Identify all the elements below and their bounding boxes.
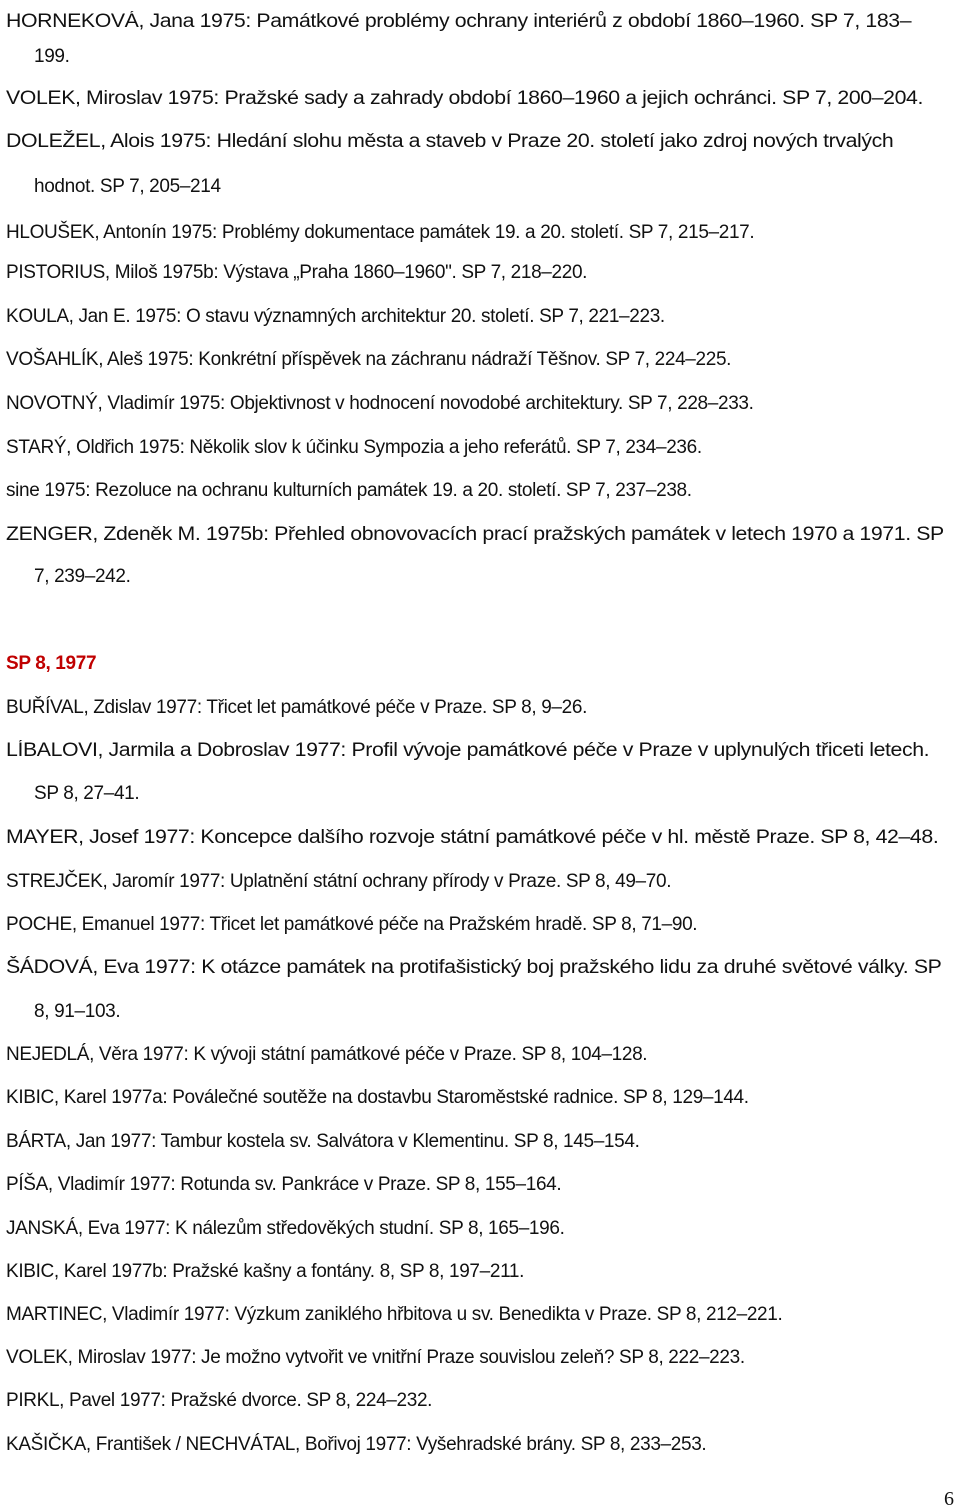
- bibliography-entry-line: hodnot. SP 7, 205–214: [34, 176, 221, 197]
- section-heading: SP 8, 1977: [6, 653, 97, 674]
- bibliography-entry-line: SP 8, 27–41.: [34, 783, 140, 804]
- bibliography-entry-line: 8, 91–103.: [34, 1001, 121, 1022]
- bibliography-entry-line: 199.: [34, 46, 70, 67]
- bibliography-entry-line: KIBIC, Karel 1977b: Pražské kašny a fontány. 8, SP 8, 197–211.: [6, 1261, 525, 1282]
- bibliography-entry-line: KOULA, Jan E. 1975: O stavu významných architektur 20. století. SP 7, 221–223.: [6, 306, 665, 327]
- bibliography-entry-line: BUŘÍVAL, Zdislav 1977: Třicet let památkové péče v Praze. SP 8, 9–26.: [6, 697, 587, 718]
- bibliography-entry-line: HLOUŠEK, Antonín 1975: Problémy dokumentace památek 19. a 20. století. SP 7, 215–217.: [6, 222, 755, 243]
- bibliography-entry-line: DOLEŽEL, Alois 1975: Hledání slohu města a staveb v Praze 20. století jako zdroj nových trvalých: [6, 131, 894, 152]
- bibliography-entry-line: NEJEDLÁ, Věra 1977: K vývoji státní památkové péče v Praze. SP 8, 104–128.: [6, 1044, 648, 1065]
- bibliography-entry-line: HORNEKOVÁ, Jana 1975: Památkové problémy ochrany interiérů z období 1860–1960. SP 7, 183–: [6, 11, 912, 32]
- bibliography-entry-line: STREJČEK, Jaromír 1977: Uplatnění státní ochrany přírody v Praze. SP 8, 49–70.: [6, 871, 672, 892]
- bibliography-entry-line: VOLEK, Miroslav 1975: Pražské sady a zahrady období 1860–1960 a jejich ochránci. SP 7, 200–204.: [6, 88, 924, 109]
- bibliography-entry-line: POCHE, Emanuel 1977: Třicet let památkové péče na Pražském hradě. SP 8, 71–90.: [6, 914, 698, 935]
- bibliography-entry-line: PIRKL, Pavel 1977: Pražské dvorce. SP 8, 224–232.: [6, 1390, 433, 1411]
- bibliography-entry-line: BÁRTA, Jan 1977: Tambur kostela sv. Salvátora v Klementinu. SP 8, 145–154.: [6, 1131, 640, 1152]
- bibliography-entry-line: KIBIC, Karel 1977a: Poválečné soutěže na dostavbu Staroměstské radnice. SP 8, 129–144.: [6, 1087, 749, 1108]
- bibliography-entry-line: ZENGER, Zdeněk M. 1975b: Přehled obnovovacích prací pražských památek v letech 1970 a 1971. SP: [6, 524, 944, 545]
- bibliography-entry-line: NOVOTNÝ, Vladimír 1975: Objektivnost v hodnocení novodobé architektury. SP 7, 228–233.: [6, 393, 754, 414]
- bibliography-entry-line: LÍBALOVI, Jarmila a Dobroslav 1977: Profil vývoje památkové péče v Praze v uplynulých třiceti letech.: [6, 740, 930, 761]
- bibliography-entry-line: ŠÁDOVÁ, Eva 1977: K otázce památek na protifašistický boj pražského lidu za druhé světové války. SP: [6, 957, 942, 978]
- bibliography-entry-line: sine 1975: Rezoluce na ochranu kulturních památek 19. a 20. století. SP 7, 237–238.: [6, 480, 692, 501]
- bibliography-entry-line: VOŠAHLÍK, Aleš 1975: Konkrétní příspěvek na záchranu nádraží Těšnov. SP 7, 224–225.: [6, 349, 732, 370]
- bibliography-entry-line: 7, 239–242.: [34, 566, 131, 587]
- bibliography-entry-line: STARÝ, Oldřich 1975: Několik slov k účinku Sympozia a jeho referátů. SP 7, 234–236.: [6, 437, 702, 458]
- bibliography-entry-line: MAYER, Josef 1977: Koncepce dalšího rozvoje státní památkové péče v hl. městě Praze. SP 8, 42–48.: [6, 827, 939, 848]
- bibliography-entry-line: KAŠIČKA, František / NECHVÁTAL, Bořivoj 1977: Vyšehradské brány. SP 8, 233–253.: [6, 1434, 707, 1455]
- bibliography-entry-line: PÍŠA, Vladimír 1977: Rotunda sv. Pankráce v Praze. SP 8, 155–164.: [6, 1174, 562, 1195]
- bibliography-entry-line: PISTORIUS, Miloš 1975b: Výstava „Praha 1860–1960". SP 7, 218–220.: [6, 262, 588, 283]
- bibliography-entry-line: MARTINEC, Vladimír 1977: Výzkum zaniklého hřbitova u sv. Benedikta v Praze. SP 8, 212–221.: [6, 1304, 783, 1325]
- bibliography-entry-line: VOLEK, Miroslav 1977: Je možno vytvořit ve vnitřní Praze souvislou zeleň? SP 8, 222–223.: [6, 1347, 745, 1368]
- bibliography-entry-line: JANSKÁ, Eva 1977: K nálezům středověkých studní. SP 8, 165–196.: [6, 1218, 565, 1239]
- page-number: 6: [944, 1488, 954, 1510]
